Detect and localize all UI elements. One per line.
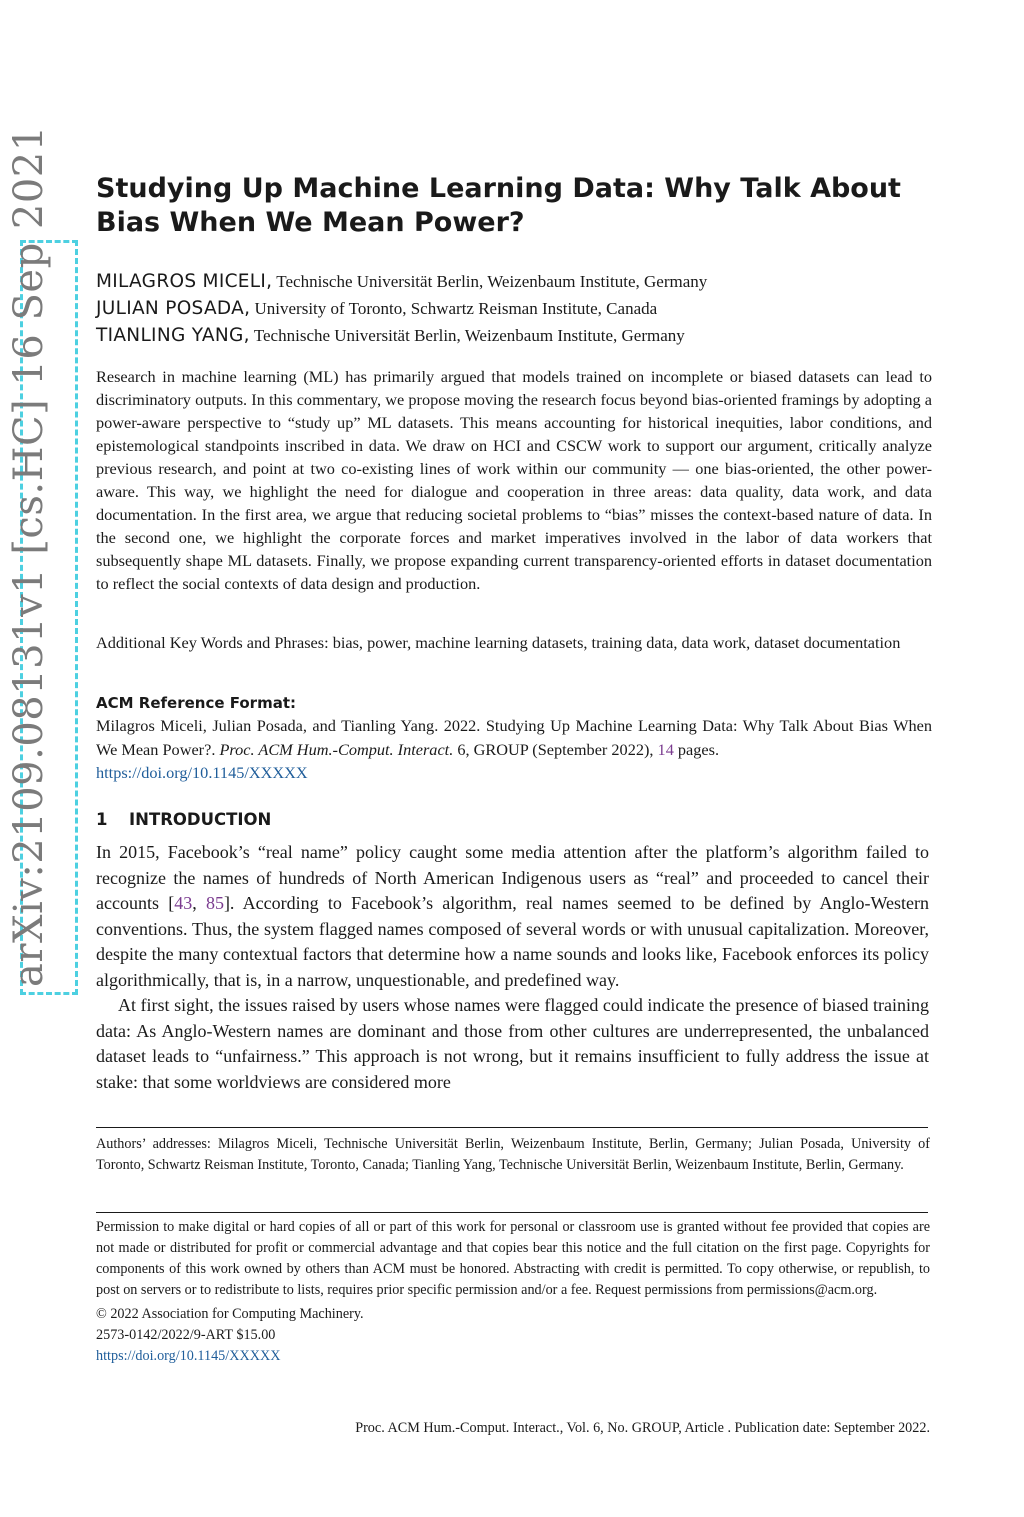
acm-reference — [96, 714, 932, 785]
author-line — [96, 270, 956, 294]
author-line — [96, 297, 956, 321]
permission-divider — [96, 1212, 928, 1213]
acm-journal: Proc. ACM Hum.-Comput. Interact. — [219, 739, 454, 759]
footnote-divider — [96, 1127, 928, 1128]
copyright-line: © 2022 Association for Computing Machinery. — [96, 1306, 364, 1322]
keywords: Additional Key Words and Phrases: bias, power, machine learning datasets, training data, data work, dataset documentation — [96, 633, 901, 652]
abstract: Research in machine learning (ML) has primarily argued that models trained on incomplete or biased datasets can lead to discriminatory outputs. In this commentary, we propose moving the research focus beyond bias-oriented framings by adopting a power-aware perspective to “study up” ML datasets. This means accounting for historical inequities, labor conditions, and epistemological standpoints inscribed in data. We draw on HCI and CSCW work to support our argument, critically analyze previous research, and point at two co-existing lines of work within our community — one bias-oriented, the other power-aware. This way, we highlight the need for dialogue and cooperation in three areas: data quality, data work, and data documentation. In the first area, we argue that reducing societal problems to “bias” misses the context-based nature of data. In the second one, we highlight the corporate forces and market imperatives involved in the labor of data workers that subsequently shape ML datasets. Finally, we propose expanding current transparency-oriented efforts in dataset documentation to reflect the social contexts of data design and production. — [96, 367, 932, 593]
section-title: INTRODUCTION — [129, 810, 272, 829]
citation-link[interactable]: 85 — [205, 893, 224, 913]
intro-paragraph-1 — [96, 840, 929, 993]
section-heading — [96, 808, 271, 832]
acm-reference-heading: ACM Reference Format: — [96, 694, 296, 712]
author-name: JULIAN POSADA, — [96, 298, 251, 319]
author-name: MILAGROS MICELI, — [96, 271, 273, 292]
acm-volume: 6, GROUP (September 2022), — [457, 739, 654, 759]
permission-text: Permission to make digital or hard copies of all or part of this work for personal or classroom use is granted without fee provided that copies are not made or distributed for profit or commercial advantage and that copies bear this notice and the full citation on the first page. Copyrights for components of this work owned by others than ACM must be honored. Abstracting with credit is permitted. To copy otherwise, or republish, to post on servers or to redistribute to lists, requires prior specific permission and/or a fee. Request permissions from permissions@acm.org. — [96, 1219, 930, 1298]
intro-body — [96, 840, 929, 1095]
paragraph-text: ]. According to Facebook’s algorithm, real names seemed to be defined by Anglo-Western conventions. Thus, the system flagged names composed of several words or with unusual capitalization. Moreover, despite the many contextual factors that determine how a name sounds and looks like, Facebook enforces its policy algorithmically, that is, in a narrow, unquestionable, and predefined way. — [96, 893, 930, 990]
author-affiliation: University of Toronto, Schwartz Reisman Institute, Canada — [254, 299, 658, 318]
permission-block — [96, 1217, 930, 1367]
pages-link[interactable]: 14 — [657, 739, 674, 759]
authors-addresses: Authors’ addresses: Milagros Miceli, Technische Universität Berlin, Weizenbaum Institute, Berlin, Germany; Julian Posada, University of Toronto, Schwartz Reisman Institute, Toronto, Canada; Tianling Yang, Technische Universität Berlin, Weizenbaum Institute, Berlin, Germany. — [96, 1136, 930, 1173]
paragraph-text: In 2015, Facebook’s “real name” policy caught some media attention after the platform’s algorithm failed to recognize the names of hundreds of North American Indigenous users as “real” and proceeded to cancel their accounts [ — [96, 842, 929, 913]
author-affiliation: Technische Universität Berlin, Weizenbaum Institute, Germany — [253, 326, 685, 345]
author-name: TIANLING YANG, — [96, 325, 250, 346]
doi-link[interactable]: https://doi.org/10.1145/XXXXX — [96, 763, 308, 782]
section-number: 1 — [96, 810, 108, 829]
issn-line: 2573-0142/2022/9-ART $15.00 — [96, 1327, 276, 1343]
paper-title: Studying Up Machine Learning Data: Why Talk About Bias When We Mean Power? — [96, 173, 901, 238]
author-line — [96, 324, 956, 348]
citation-separator: , — [192, 893, 206, 913]
arxiv-stamp: arXiv:2109.08131v1 [cs.HC] 16 Sep 2021 — [6, 125, 52, 987]
acm-pages-suffix: pages. — [677, 739, 720, 759]
author-affiliation: Technische Universität Berlin, Weizenbaum Institute, Germany — [276, 272, 708, 291]
doi-footer-link[interactable]: https://doi.org/10.1145/XXXXX — [96, 1348, 281, 1364]
intro-paragraph-2: At first sight, the issues raised by users whose names were flagged could indicate the presence of biased training data: As Anglo-Western names are dominant and those from other cultures are underrepresented, the unbalanced dataset leads to “unfairness.” This approach is not wrong, but it remains insufficient to fully address the issue at stake: that some worldviews are considered more — [96, 995, 929, 1092]
running-footer: Proc. ACM Hum.-Comput. Interact., Vol. 6, No. GROUP, Article . Publication date: September 2022. — [355, 1420, 930, 1436]
citation-link[interactable]: 43 — [174, 893, 193, 913]
acm-reference-text: Milagros Miceli, Julian Posada, and Tianling Yang. 2022. Studying Up Machine Learning Data: Why Talk About Bias When We Mean Power?. — [96, 716, 932, 759]
